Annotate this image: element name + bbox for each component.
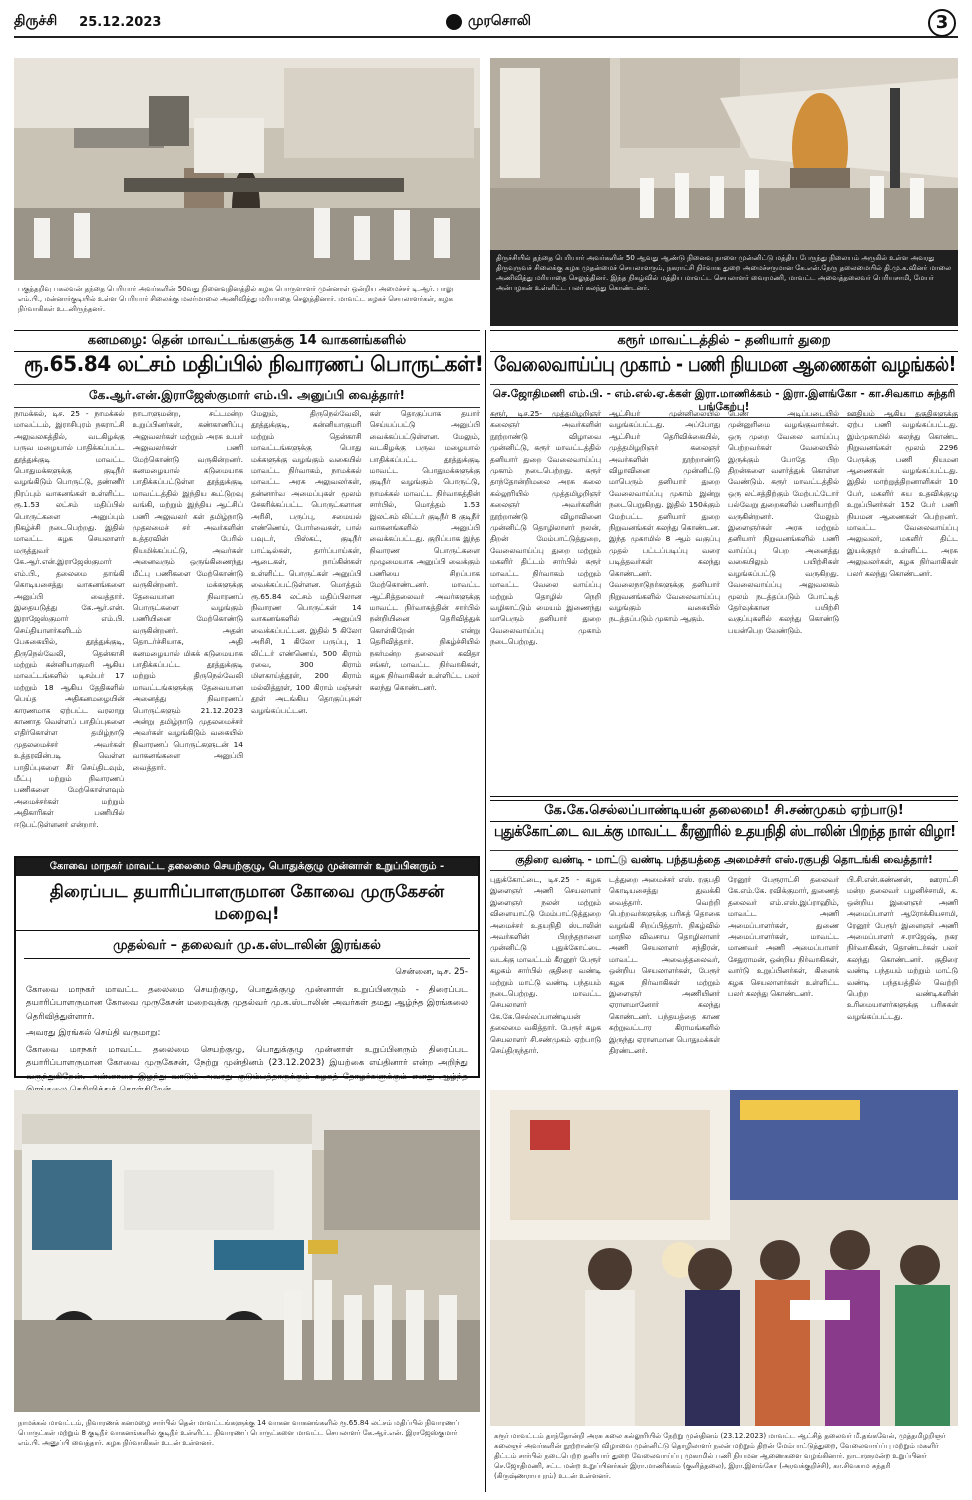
- masthead: [14, 8, 958, 38]
- pudukkottai-story-column: பி.சி.என்.கண்ணன், ஊராட்சி மன்ற தலைவர் பழனிச்சாமி, க. ஒன்றிய இளைஞர் அணி அமைப்பாளர் ஆரோக்கியசாமி, ரேனூர் பேரூர் இளைஞர் அணி அமைப்பாளர் ச.ராஜேஷ், நகர நிர்வாகிகள், தொண்டர்கள் பலர் கலந்து கொண்டனர். குதிரை வண்டி பந்தயம் மற்றும் மாட்டு வண்டி பந்தயத்தில் வெற்றி பெற்ற வண்டிகளின் உரிமையாளர்களுக்கு பரிசுகள் வழங்கப்பட்டது.: [847, 875, 958, 1021]
- photo-illustration: [490, 1090, 958, 1426]
- left-story-headline: ரூ.65.84 லட்சம் மதிப்பில் நிவாரணப் பொருட்கள்!: [24, 352, 484, 376]
- left-story-column: நாமக்கல், டிச. 25 - நாமக்கல் மாவட்டம், இராசிபுரம் நகராட்சி அலுவலகத்தில், வடகிழக்கு பருவ மழையால் பாதிக்கப்பட்ட தூத்துக்குடி மாவட்ட பொதுமக்களுக்கு குடிநீர் வழங்கிடும் பொருட்டு, தண்ணீர் நிரப்பும் வாகனங்கள் உள்ளிட்ட ரூ.1.53 லட்சம் மதிப்பில் பொருட்களை அனுப்பும் நிகழ்ச்சி நடைபெற்றது. இதில் மாவட்ட கழக செயலாளர் மருத்துவர் கே.ஆர்.என்.இராஜேஸ்குமார் எம்.பி., தலைமை தாங்கி கொடியசைத்து வாகனங்களை அனுப்பி வைத்தார். இதையடுத்து கே.ஆர்.என். இராஜேஸ்குமார் எம்.பி. செய்தியாளர்களிடம் பேசுகையில், தூத்துக்குடி, திருநெல்வேலி, தென்காசி மற்றும் கன்னியாகுமரி ஆகிய மாவட்டங்களில் டிசம்பர் 17 மற்றும் 18 ஆகிய தேதிகளில் பெய்த அதிகனமழையின் காரணமாக ஏற்பட்ட வரலாறு காணாத வெள்ளப் பாதிப்புகளை எதிர்கொள்ள தமிழ்நாடு முதலமைச்சர் அவர்கள் உத்தரவின்படி வெள்ள பாதிப்புகளை சீர் செய்திடவும், மீட்பு மற்றும் நிவாரணப் பணிகளை மேற்கொள்ளவும் அமைச்சர்கள் மற்றும் அதிகாரிகள் பணியில் ஈடுபட்டுள்ளனர் என்றார்.: [14, 409, 125, 829]
- obituary-bar: கோவை மாநகர் மாவட்ட தலைமை செயற்குழு, பொதுக்குழு முன்னாள் உறுப்பினரும் -: [16, 858, 478, 876]
- photo-caption-bottom-left: நாமக்கல் மாவட்டம், நிவாரணக் கனமழை சார்பில் தென் மாவட்டங்களுக்கு 14 வாகன வாகனங்களில் ரூ.65.84 லட்சம் மதிப்பில் நிவாரணப் பொருட்கள் மற்றும் 8 குடிநீர் வாகனங்களில் குடிநீர் உள்ளிட்ட நிவாரணப் பொருட்களை மாவட்ட செயலாளர் கே.ஆர்.என். இராஜேஸ்குமார் எம்.பி. அனுப்பி வைத்தார். கழக நிர்வாகிகள் உடன் உள்ளனர்.: [18, 1419, 460, 1447]
- obituary-title: திரைப்பட தயாரிப்பாளருமான கோவை முருகேசன் மறைவு!: [16, 876, 478, 931]
- photo-job-fair: [490, 1090, 958, 1426]
- paper-name: முரசொலி: [468, 13, 531, 29]
- photo-caption-left: பகுத்தறிவு பகலவன் தந்தை பெரியார் அவர்களின் 50வது நினைவுதினத்தில் கழக பொருளாளர் முன்னாள் ஒன்றிய அமைச்சர் டி.ஆர். பாலு எம்.பி., மன்னார்குடியில் உள்ள பெரியார் சிலைக்கு மலர்மாலை அணிவித்து மரியாதை செலுத்தினார். மாவட்ட கழகச் செயலாளர்கள், கழக நிர்வாகிகள் உடனிருந்தனர்.: [18, 285, 454, 313]
- column-divider: [485, 330, 486, 1492]
- karur-story-column: ஆட்சியர் முன்னிலையில் வழங்கப்பட்டது. அப்போது ஆட்சியர் தெரிவிக்கையில், முத்தமிழறிஞர் கலைஞர் அவர்களின் நூற்றாண்டு விழாவினை முன்னிட்டு மாபெரும் தனியார் துறை வேலைவாய்ப்பு முகாம் இன்று நடைபெறுகிறது. இதில் 150க்கும் மேற்பட்ட தனியார் துறை நிறுவனங்கள் கலந்து கொண்டன. இந்த முகாமில் 8 ஆம் வகுப்பு முதல் பட்டப்படிப்பு வரை படித்தவர்கள் கலந்து கொண்டனர். வேலைநாடுநர்களுக்கு தனியார் நிறுவனங்களில் வேலைவாய்ப்பு வழங்கும் வகையில் நடத்தப்படும் முகாம் ஆகும்.: [609, 409, 720, 624]
- left-story-body: [14, 408, 480, 850]
- photo-illustration: [14, 58, 480, 280]
- photo-periyar-tribute-trichy: [490, 58, 958, 250]
- pudukkottai-story-column: டத்துறை அமைச்சர் எஸ். ரகுபதி கொடியசைத்து துவக்கி வைத்தார். வெற்றி பெற்றவர்களுக்கு பரிசுத் தொகை வழங்கி சிறப்பித்தார். நிகழ்வில் மாநில விவசாய தொழிலாளர் அணி செயலாளர் சந்திரன், மாவட்ட அவைத்தலைவர், ஒன்றிய செயலாளர்கள், பேரூர் கழக நிர்வாகிகள் மற்றும் இளைஞர் அணியினர் ஏராளமானோர் கலந்து கொண்டனர். பந்தயத்தை காண சுற்றுவட்டார கிராமங்களில் இருந்து ஏராளமான பொதுமக்கள் திரண்டனர்.: [609, 875, 720, 1056]
- photo-periyar-tribute-mannargudi: [14, 58, 480, 280]
- pudukkottai-story-subhead: குதிரை வண்டி - மாட்டு வண்டி பந்தயத்தை அமைச்சர் எஸ்.ரகுபதி தொடங்கி வைத்தார்!: [490, 850, 958, 871]
- left-story-column: கள் தொகுப்பாக தயார் செய்யப்பட்டு அனுப்பி வைக்கப்பட்டுள்ளன. மேலும், வடகிழக்கு பருவ மழையால் பாதிக்கப்பட்ட தூத்துக்குடி மாவட்ட பொதுமக்களுக்கு குடிநீர் வழங்கும் பொருட்டு, நாமக்கல் மாவட்ட நிர்வாகத்தின் சார்பில், மொத்தம் 1.53 இலட்சம் லிட்டர் குடிநீர் 8 குடிநீர் வாகனங்களில் அனுப்பி வைக்கப்பட்டது. குறிப்பாக இந்த நிவாரண பொருட்களை முழுமையாக அனுப்பி வைக்கும் பணியை சிறப்பாக மேற்கொண்டனர். மாவட்ட ஆட்சித்தலைவர் அவர்களுக்கு மாவட்ட நிர்வாகத்தின் சார்பில் நன்றியினை தெரிவித்துக் கொள்கிறேன் என்று தெரிவித்தார். நிகழ்ச்சியில் நகர்மன்ற தலைவர் கவிதா சங்கர், மாவட்ட நிர்வாகிகள், கழக நிர்வாகிகள் உள்ளிட்ட பலர் கலந்து கொண்டனர்.: [369, 409, 480, 692]
- photo-relief-vehicles: [14, 1090, 480, 1412]
- photo-caption-right: திருச்சியில் தந்தை பெரியார் அவர்களின் 50 ஆவது ஆண்டு நினைவு நாளை முன்னிட்டு மத்திய பேருந்து நிலையம் அருகில் உள்ள அவரது திருவுருவச் சிலைக்கு கழக முதன்மைச் செயலாளரும், நகராட்சி நிர்வாக துறை அமைச்சருமான கே.என்.நேரு தலைமையில் தி.மு.க.வினர் மாலை அணிவித்து மரியாதை செலுத்தினர். இந்த நிகழ்வில் மத்திய மாவட்ட செயலாளர் வைரமணி, மாவட்ட அவைத்தலைவர் பெரியசாமி, மேயர் அன்பழகன் உள்ளிட்ட பலர் கலந்து கொண்டனர்.: [490, 250, 958, 326]
- obituary-dateline: சென்னை, டிச. 25-: [395, 967, 468, 977]
- logo-icon: [446, 14, 462, 30]
- left-story-column: மேலும், திருநெல்வேலி, தூத்துக்குடி, கன்னியாகுமரி மற்றும் தென்காசி மாவட்டங்களுக்கு பொது மக்களுக்கு வழங்கும் வகையில் மாவட்ட நிர்வாகம், நாமக்கல் மாவட்ட அரசு அலுவலர்கள், தன்னார்வ அமைப்புகள் மூலம் சேகரிக்கப்பட்ட பொருட்களான அரிசி, பருப்பு, சமையல் எண்ணெய், போர்வைகள், பால் பவுடர், பிஸ்கட், குடிநீர் பாட்டில்கள், தார்ப்பாய்கள், ஆடைகள், நாப்கின்கள் உள்ளிட்ட பொருட்கள் அனுப்பி வைக்கப்பட்டுள்ளன. மொத்தம் ரூ.65.84 லட்சம் மதிப்பிலான நிவாரண பொருட்கள் 14 வாகனங்களில் அனுப்பி வைக்கப்பட்டன. இதில் 5 கிலோ அரிசி, 1 கிலோ பருப்பு, 1 லிட்டர் எண்ணெய், 500 கிராம் ரவை, 300 கிராம் மிளகாய்த்தூள், 200 கிராம் மல்லித்தூள், 100 கிராம் மஞ்சள் தூள் அடங்கிய தொகுப்புகள் வழங்கப்பட்டன.: [251, 409, 362, 715]
- page-number: 3: [928, 9, 956, 37]
- photo-illustration: [14, 1090, 480, 1412]
- karur-story-subhead: செ.ஜோதிமணி எம்.பி. - எம்.எல்.ஏ.க்கள் இரா.மாணிக்கம் - இரா.இளங்கோ - கா.சிவகாம சுந்தரி பங்கேற்பு!: [490, 384, 958, 418]
- karur-story-column: ஊதியம் ஆகிய தகுதிகளுக்கு ஏற்ப பணி வழங்கப்பட்டது. இம்முகாமில் கலந்து கொண்ட நிறுவனங்கள் மூலம் 2296 பேருக்கு பணி நியமன ஆணைகள் வழங்கப்பட்டது. இதில் மாற்றுத்திறனாளிகள் 10 பேர், மகளிர் சுய உதவிக்குழு உறுப்பினர்கள் 152 பேர் பணி நியமன ஆணைகள் பெற்றனர். மாவட்ட வேலைவாய்ப்பு அலுவலர், மகளிர் திட்ட இயக்குநர் உள்ளிட்ட அரசு அலுவலர்கள், கழக நிர்வாகிகள் பலர் கலந்து கொண்டனர்.: [847, 409, 958, 578]
- karur-story-headline: வேலைவாய்ப்பு முகாம் - பணி நியமன ஆணைகள் வழங்கல்!: [494, 352, 956, 376]
- pudukkottai-story-kicker: கே.கே.செல்லப்பாண்டியன் தலைமை! சி.சண்முகம் ஏற்பாடு!: [490, 800, 958, 822]
- obituary-subtitle: முதல்வர் – தலைவர் மு.க.ஸ்டாலின் இரங்கல்: [24, 934, 470, 959]
- paper-title: [446, 13, 531, 31]
- obituary-box: [14, 856, 480, 1082]
- obituary-paragraph: அவரது இரங்கல் செய்தி வருமாறு:: [26, 1028, 161, 1038]
- obituary-paragraph: கோவை மாநகர் மாவட்ட தலைமை செயற்குழு, பொதுக்குழு முன்னாள் உறுப்பினரும் திரைப்பட தயாரிப்பாளருமான கோவை முருகேசன், நேற்று முன்தினம் (23.12.2023) இயற்கை எய்தினார் என்ற அறிந்து வருந்துகிறேன். அன்னாரை இழந்து வாடும் அவரது குடும்பத்தாருக்கும் கழகத் தோழர்களுக்கும் எனது ஆழ்ந்த: [26, 1044, 468, 1082]
- karur-story-column: கரூர், டிச.25- முத்தமிழறிஞர் கலைஞர் அவர்களின் நூற்றாண்டு விழாவை முன்னிட்டு, கரூர் மாவட்டத்தில் தனியார் துறை வேலைவாய்ப்பு முகாம் நடைபெற்றது. கரூர் தாந்தோன்றிமலை அரசு கலை கல்லூரியில் முத்தமிழறிஞர் கலைஞர் அவர்களின் நூற்றாண்டு விழாவினை முன்னிட்டு தொழிலாளர் நலன், திறன் மேம்பாட்டுத்துறை, வேலைவாய்ப்பு துறை மற்றும் மகளிர் திட்டம் சார்பில் கரூர் மாவட்ட நிர்வாகம் மற்றும் மாவட்ட வேலை வாய்ப்பு மற்றும் தொழில் நெறி வழிகாட்டும் மையம் இணைந்து மாபெரும் தனியார் துறை வேலைவாய்ப்பு முகாம் நடைபெற்றது.: [490, 409, 601, 647]
- pudukkottai-story-headline: புதுக்கோட்டை வடக்கு மாவட்ட கீரனூரில் உதயநிதி ஸ்டாலின் பிறந்த நாள் விழா!: [494, 822, 956, 840]
- photo-caption-bottom-right: கரூர் மாவட்டம் தாந்தோன்றி அரசு கலை கல்லூரியில் நேற்று முன்தினம் (23.12.2023) மாவட்ட ஆட்சித் தலைவர் மீ.தங்கவேல், முத்தமிழறிஞர் கலைஞர் அவர்களின் நூற்றாண்டு விழாவை முன்னிட்டு தொழிலாளர் நலன் மற்றும் திறன் மேம்பாட்டுத்துறை, வேலைவாய்ப்பு மற்றும் மகளிர் திட்டம் சார்பில் நடைபெற்ற தனியார் துறை வேலைவாய்ப்பு முகாமில் பணி நியமன ஆணைகளை வழங்கினார். நாடாளுமன்ற உறுப்பினர் செ.ஜோதிமணி, சட்ட மன்ற உறுப்பினர்கள் இரா.மாணிக்கம் (குளித்தலை), இரா.இளங்கோ (அரவக்குறிச்சி), கா.சிவகாம சுந்தரி (கிருஷ்ணராயபுரம்) உடன் உள்ளனர்.: [494, 1432, 946, 1480]
- karur-story-column: பெண் அடிப்படையில் முன்னுரிமை வழங்குவார்கள். ஒரு முறை வேலை வாய்ப்பு பெற்றவர்கள் வேலையில் இருக்கும் போதே பிற திறன்களை வளர்த்துக் கொள்ள வேண்டும். கரூர் மாவட்டத்தில் ஒரு லட்சத்திற்கும் மேற்பட்டோர் பல்வேறு துறைகளில் பணியாற்றி வருகின்றனர். மேலும் இளைஞர்கள் அரசு மற்றும் தனியார் நிறுவனங்களில் பணி வாய்ப்பு பெற அனைத்து வகையிலும் பயிற்சிகள் வழங்கப்பட்டு வருகிறது. வேலைவாய்ப்பு அலுவலகம் மூலம் நடத்தப்படும் போட்டித் தேர்வுக்கான பயிற்சி வகுப்புகளில் கலந்து கொண்டு பயன்பெற வேண்டும்.: [728, 409, 839, 635]
- section-divider: [490, 796, 958, 797]
- photo-illustration: [490, 58, 958, 250]
- karur-story-body: [490, 408, 958, 792]
- left-story-kicker: கனமழை: தென் மாவட்டங்களுக்கு 14 வாகனங்களில்: [14, 330, 480, 352]
- obituary-paragraph: கோவை மாநகர் மாவட்ட தலைமை செயற்குழு, பொதுக்குழு முன்னாள் உறுப்பினரும் - திரைப்பட தயாரிப்பாளருமான கோவை முருகேசன் மறைவுக்கு முதல்வர் மு.க.ஸ்டாலின் அவர்கள் தமது ஆழ்ந்த இரங்கலை தெரிவித்துள்ளார்.: [26, 984, 468, 1022]
- pudukkottai-story-body: [490, 874, 958, 1086]
- pudukkottai-story-column: புதுக்கோட்டை, டிச.25 - கழக இளைஞர் அணி செயலாளர் இளைஞர் நலன் மற்றும் விளையாட்டு மேம்பாட்டுத்துறை அமைச்சர் உதயநிதி ஸ்டாலின் அவர்களின் பிறந்தநாளை முன்னிட்டு புதுக்கோட்டை வடக்கு மாவட்டம் கீரனூர் பேரூர் கழகம் சார்பில் குதிரை வண்டி மற்றும் மாட்டு வண்டி பந்தயம் நடைபெற்றது. மாவட்ட செயலாளர் கே.கே.செல்லப்பாண்டியன் தலைமை வகித்தார். பேரூர் கழக செயலாளர் சி.சண்முகம் ஏற்பாடு செய்திருந்தார்.: [490, 875, 601, 1056]
- left-story-column: நாடாளுமன்ற, சட்டமன்ற உறுப்பினர்கள், கண்காணிப்பு அலுவலர்கள் மற்றும் அரசு உயர் அலுவலர்கள் பணி மேற்கொண்டு வருகின்றனர். கனமழையால் கடுமையாக பாதிக்கப்பட்டுள்ள தூத்துக்குடி மாவட்டத்தில் இந்திய கூட்டுறவு வங்கி, மற்றும் இந்திய ஆட்சிப் பணி அலுவலர் கள் தமிழ்நாடு முதலமைச் சர் அவர்களின் உத்தரவின் பேரில் நியமிக்கப்பட்டு, அவர்கள் அனைவரும் ஒருங்கிணைந்து மீட்பு பணிகளை மேற்கொண்டு வருகின்றனர். மக்களுக்கு தேவையான நிவாரணப் பொருட்களை வழங்கும் பணியினை மேற்கொண்டு வருகின்றனர். அதன் தொடர்ச்சியாக, அதி கனமழையால் மிகக் கடுமையாக பாதிக்கப்பட்ட தூத்துக்குடி மற்றும் திருநெல்வேலி மாவட்டங்களுக்கு தேவையான அனைத்து நிவாரணப் பொருட்களும் 21.12.2023 அன்று தமிழ்நாடு முதலமைச்சர் அவர்கள் வழங்கிடும் வகையில் நிவாரணப் பொருட்களுடன் 14 வாகனங்களை அனுப்பி வைத்தார்.: [132, 409, 243, 772]
- karur-story-kicker: கரூர் மாவட்டத்தில் – தனியார் துறை: [490, 330, 958, 352]
- left-story-subhead: கே.ஆர்.என்.இராஜேஸ்குமார் எம்.பி. அனுப்பி வைத்தார்!: [14, 384, 480, 408]
- edition-city: திருச்சி: [14, 13, 58, 29]
- edition-date: 25.12.2023: [79, 14, 162, 30]
- pudukkottai-story-column: ரேனூர் பேரூராட்சி தலைவர் கே.எம்.கே. ரவிக்குமார், துணைத் தலைவர் எம்.எஸ்.இப்ராஹிம், மாவட்ட அணி அமைப்பாளர்கள், துணை அமைப்பாளர்கள், மாவட்ட மாணவர் அணி அமைப்பாளர் சேதுராமன், ஒன்றிய நிர்வாகிகள், வார்டு உறுப்பினர்கள், கிளைக் கழக செயலாளர்கள் உள்ளிட்ட பலர் கலந்து கொண்டனர்.: [728, 875, 839, 999]
